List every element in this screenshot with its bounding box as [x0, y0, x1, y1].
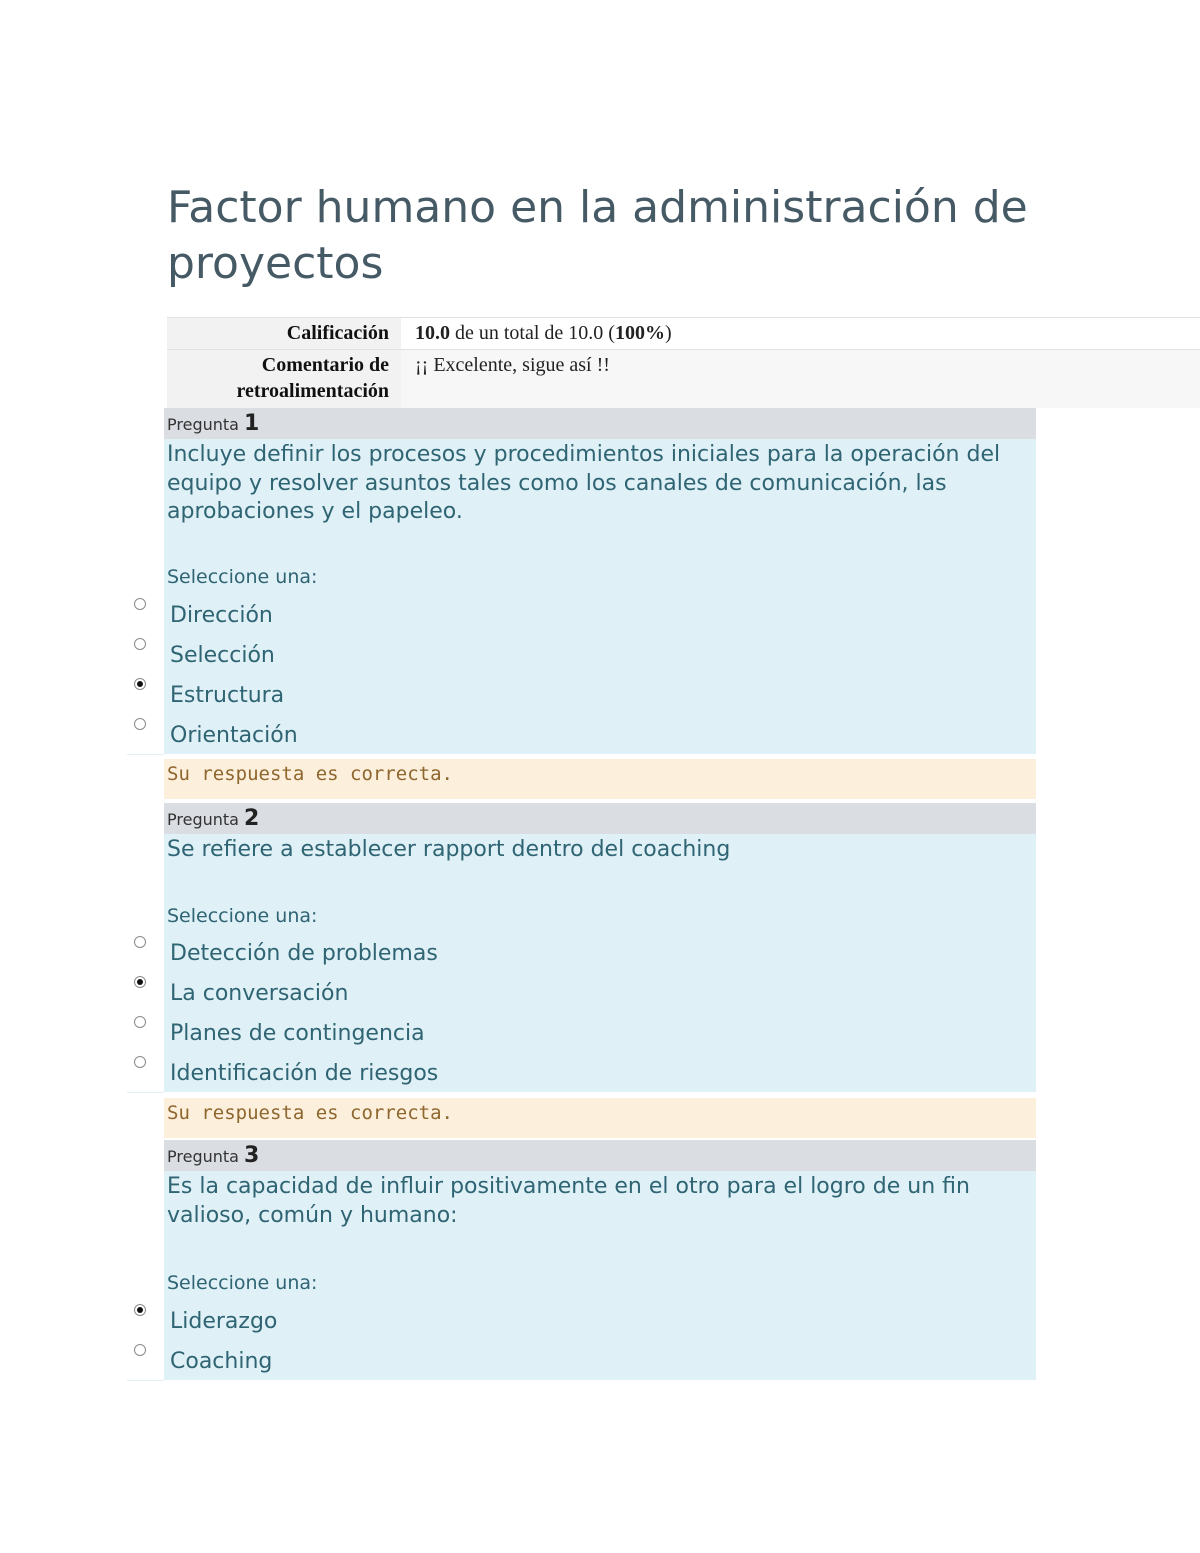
- option-background: [164, 1340, 1036, 1380]
- option-label[interactable]: Liderazgo: [170, 1309, 278, 1334]
- radio-button-checked[interactable]: [134, 976, 146, 988]
- option-label[interactable]: Identificación de riesgos: [170, 1061, 439, 1086]
- grade-row: [167, 317, 1200, 349]
- answer-feedback: Su respuesta es correcta.: [164, 759, 1036, 799]
- feedback-label: Comentario de retroalimentación: [167, 350, 401, 408]
- answer-option[interactable]: [127, 932, 1036, 972]
- option-label[interactable]: Orientación: [170, 723, 298, 748]
- radio-cell: [127, 972, 164, 1013]
- question-header: [164, 408, 1036, 439]
- answer-option[interactable]: [127, 714, 1036, 754]
- radio-cell: [127, 594, 164, 635]
- select-one-label: Seleccione una:: [167, 566, 318, 588]
- question-prefix: Pregunta: [167, 1147, 239, 1166]
- radio-cell: [127, 674, 164, 715]
- answer-feedback: Su respuesta es correcta.: [164, 1098, 1036, 1138]
- question-text: Se refiere a establecer rapport dentro del coaching: [167, 837, 731, 862]
- radio-button[interactable]: [134, 638, 146, 650]
- radio-cell: [127, 1340, 164, 1381]
- question-prefix: Pregunta: [167, 415, 239, 434]
- radio-button[interactable]: [134, 936, 146, 948]
- option-label[interactable]: Planes de contingencia: [170, 1021, 425, 1046]
- option-label[interactable]: Estructura: [170, 683, 285, 708]
- radio-button[interactable]: [134, 1056, 146, 1068]
- question-body: [164, 439, 1036, 594]
- grade-label: Calificación: [167, 318, 401, 349]
- radio-button[interactable]: [134, 718, 146, 730]
- option-label[interactable]: Selección: [170, 643, 275, 668]
- question-body: [164, 1171, 1036, 1300]
- question-number: 2: [244, 806, 260, 831]
- answer-option[interactable]: [127, 1012, 1036, 1052]
- feedback-value: ¡¡ Excelente, sigue así !!: [401, 350, 1200, 408]
- feedback-row: [167, 349, 1200, 408]
- answer-option[interactable]: [127, 634, 1036, 674]
- answer-option[interactable]: [127, 1300, 1036, 1340]
- answer-option[interactable]: [127, 1340, 1036, 1380]
- grade-score: 10.0: [415, 322, 450, 344]
- radio-cell: [127, 1052, 164, 1093]
- question-number: 1: [244, 411, 260, 436]
- radio-cell: [127, 1012, 164, 1053]
- option-background: [164, 594, 1036, 634]
- option-background: [164, 1300, 1036, 1340]
- grade-close: ): [664, 322, 672, 344]
- question-text: Es la capacidad de influir positivamente en el otro para el logro de un fin valioso, común y humano:: [167, 1174, 970, 1228]
- question-2: [127, 803, 1036, 1092]
- option-background: [164, 674, 1036, 714]
- option-label[interactable]: Detección de problemas: [170, 941, 438, 966]
- radio-cell: [127, 634, 164, 675]
- radio-cell: [127, 714, 164, 755]
- radio-button-checked[interactable]: [134, 678, 146, 690]
- radio-button-checked[interactable]: [134, 1304, 146, 1316]
- answer-option[interactable]: [127, 674, 1036, 714]
- radio-cell: [127, 1300, 164, 1341]
- answer-option[interactable]: [127, 1052, 1036, 1092]
- select-one-label: Seleccione una:: [167, 1272, 318, 1294]
- option-label[interactable]: La conversación: [170, 981, 349, 1006]
- page-title: Factor humano en la administración de proyectos: [167, 182, 1028, 289]
- grade-rest: de un total de 10.0 (: [450, 322, 615, 344]
- question-body: [164, 834, 1036, 932]
- radio-button[interactable]: [134, 1016, 146, 1028]
- question-header: [164, 1140, 1036, 1171]
- question-1: [127, 408, 1036, 754]
- radio-button[interactable]: [134, 1344, 146, 1356]
- radio-button[interactable]: [134, 598, 146, 610]
- option-label[interactable]: Coaching: [170, 1349, 273, 1374]
- question-header: [164, 803, 1036, 834]
- radio-cell: [127, 932, 164, 973]
- select-one-label: Seleccione una:: [167, 905, 318, 927]
- grade-summary-table: [167, 317, 1200, 408]
- answer-option[interactable]: [127, 972, 1036, 1012]
- option-label[interactable]: Dirección: [170, 603, 273, 628]
- grade-value: [401, 318, 1200, 349]
- question-text: Incluye definir los procesos y procedimientos iniciales para la operación del equipo y resolver asuntos tales como los canales de comunicación, las aprobaciones y el papeleo.: [167, 442, 1001, 524]
- option-background: [164, 634, 1036, 674]
- question-number: 3: [244, 1143, 260, 1168]
- question-prefix: Pregunta: [167, 810, 239, 829]
- question-3: [127, 1140, 1036, 1380]
- grade-percent: 100%: [614, 322, 665, 344]
- answer-option[interactable]: [127, 594, 1036, 634]
